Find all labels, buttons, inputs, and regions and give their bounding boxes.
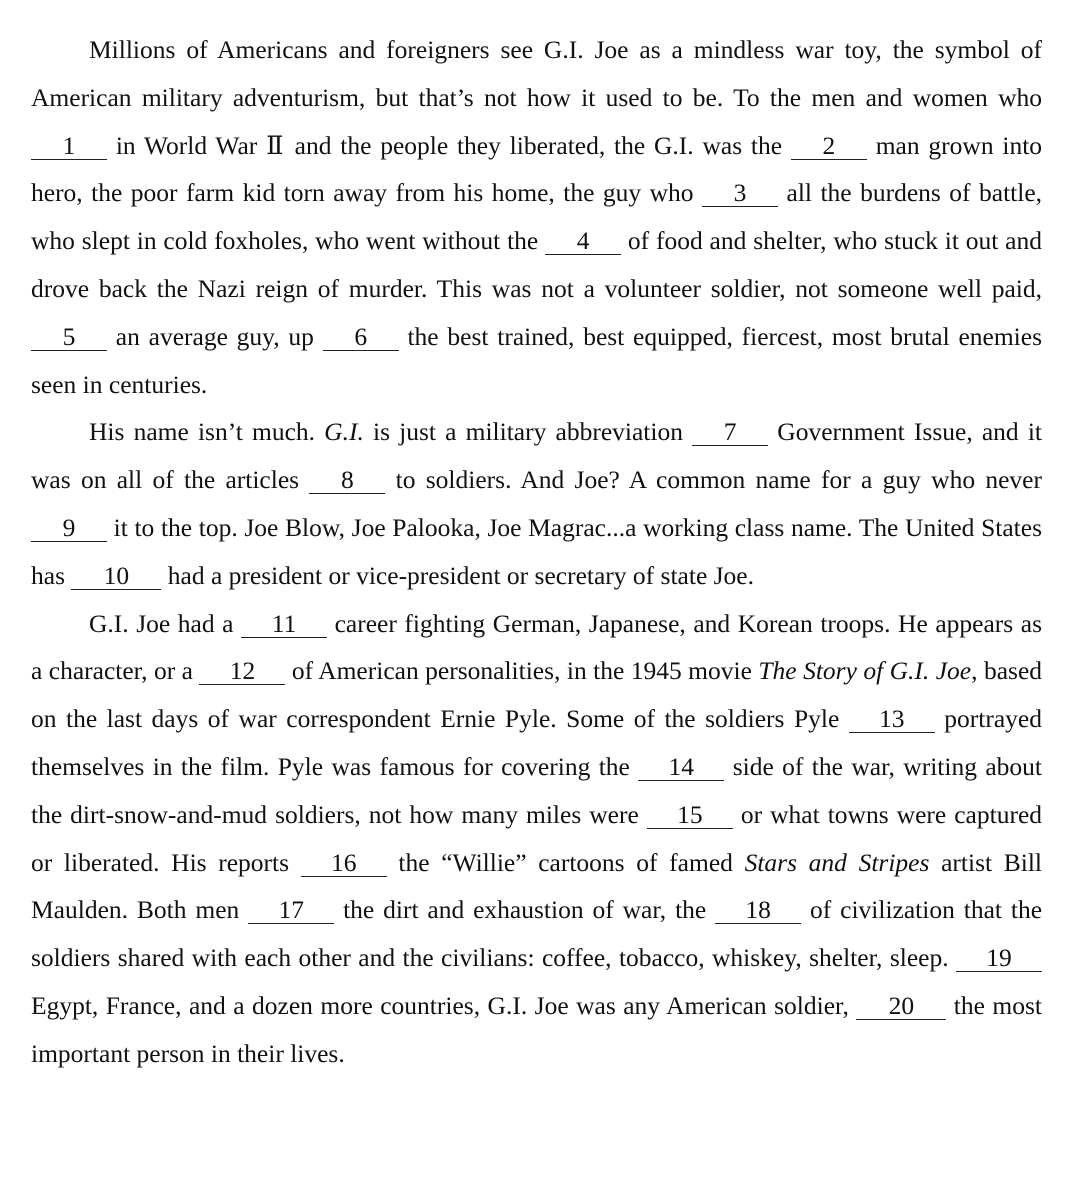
text-segment: portrayed themselves in the film. Pyle was famous for covering the	[31, 704, 1042, 781]
text-segment: man grown into hero, the poor farm kid torn away from his home, the guy who	[31, 130, 1043, 208]
blank-15: 15	[647, 802, 733, 829]
text-segment: it to the top. Joe Blow, Joe Palooka, Joe Magrac...a working class name. The United States has	[31, 512, 1042, 590]
text-segment: Egypt, France, and a dozen more countries, G.I. Joe was any American soldier,	[31, 990, 849, 1020]
text-segment: had a president or vice-president or secretary of state Joe.	[167, 560, 755, 590]
text-segment: side of the war, writing about the dirt-snow-and-mud soldiers, not how many miles were	[31, 751, 1043, 829]
blank-18: 18	[715, 897, 801, 924]
blank-2: 2	[791, 133, 867, 160]
blank-16: 16	[301, 850, 387, 877]
italic-abbreviation: G.I.	[324, 417, 364, 447]
text-segment: artist Bill Maulden. Both men	[31, 847, 1043, 925]
blank-20: 20	[856, 993, 946, 1020]
blank-8: 8	[309, 467, 385, 494]
blank-12: 12	[199, 658, 285, 685]
blank-9: 9	[31, 515, 107, 542]
paragraph-2	[31, 408, 1042, 599]
paragraph-1	[31, 26, 1042, 408]
blank-7: 7	[692, 419, 768, 446]
text-segment: of civilization that the soldiers shared with each other and the civilians: coffee, tobacco, whiskey, shelter, sleep.	[31, 895, 1043, 973]
text-segment: Government Issue, and it was on all of the articles	[31, 417, 1042, 495]
text-segment: of American personalities, in the 1945 movie	[291, 656, 752, 686]
blank-19: 19	[956, 945, 1042, 972]
text-segment: G.I. Joe had a	[89, 608, 234, 638]
text-segment: is just a military abbreviation	[373, 417, 683, 447]
blank-14: 14	[638, 754, 724, 781]
blank-10: 10	[71, 563, 161, 590]
text-segment: the best trained, best equipped, fiercest, most brutal enemies seen in centuries.	[31, 321, 1043, 399]
blank-17: 17	[248, 897, 334, 924]
text-segment: Millions of Americans and foreigners see G.I. Joe as a mindless war toy, the symbol of American military adventurism, but that’s not how it used to be. To the men and women who	[31, 35, 1042, 112]
blank-13: 13	[849, 706, 935, 733]
text-segment: the dirt and exhaustion of war, the	[343, 895, 707, 925]
text-segment: , based on the last days of war correspondent Ernie Pyle. Some of the soldiers Pyle	[31, 656, 1043, 734]
paragraph-3	[31, 600, 1042, 1078]
italic-publication-title: Stars and Stripes	[744, 847, 930, 877]
text-segment: career fighting German, Japanese, and Korean troops. He appears as a character, or a	[31, 608, 1042, 686]
text-segment: or what towns were captured or liberated. His reports	[31, 799, 1043, 877]
text-segment: the “Willie” cartoons of famed	[398, 847, 733, 877]
text-segment: the most important person in their lives.	[31, 990, 1043, 1068]
blank-3: 3	[702, 180, 778, 207]
text-segment: to soldiers. And Joe? A common name for a guy who never	[395, 465, 1042, 495]
text-segment: in World War Ⅱ and the people they liberated, the G.I. was the	[115, 130, 783, 160]
blank-6: 6	[323, 324, 399, 351]
text-segment: an average guy, up	[115, 321, 314, 351]
text-segment: all the burdens of battle, who slept in cold foxholes, who went without the	[31, 178, 1043, 256]
text-segment: His name isn’t much.	[89, 417, 316, 447]
blank-5: 5	[31, 324, 107, 351]
text-segment: of food and shelter, who stuck it out and drove back the Nazi reign of murder. This was not a volunteer soldier, not someone well paid,	[31, 226, 1042, 303]
blank-11: 11	[241, 611, 327, 638]
blank-1: 1	[31, 133, 107, 160]
italic-movie-title: The Story of G.I. Joe	[758, 656, 972, 686]
blank-4: 4	[545, 228, 621, 255]
